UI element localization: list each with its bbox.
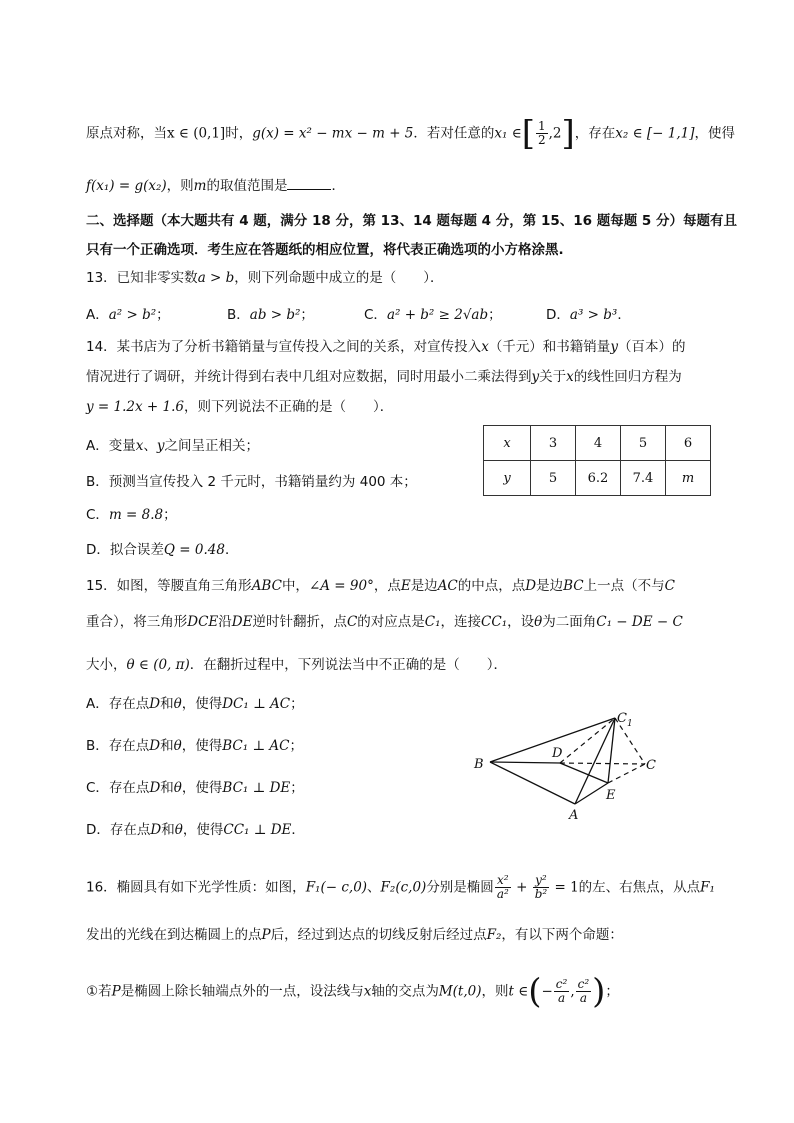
section-heading-2: 只有一个正确选项．考生应在答题纸的相应位置，将代表正确选项的小方格涂黑. (86, 242, 564, 258)
math: x (363, 983, 372, 1000)
text: 的线性回归方程为 (573, 369, 682, 385)
math: ∠A = 90° (308, 578, 374, 594)
table-cell: 4 (576, 426, 621, 461)
q15-option-a (86, 694, 304, 714)
text: 、 (367, 879, 381, 896)
math: ABC (251, 578, 282, 594)
text: ，连接 (440, 614, 482, 630)
numerator: y² (533, 874, 550, 888)
text: ，有以下两个命题： (501, 927, 623, 943)
math: x (135, 438, 144, 454)
numerator: x² (495, 874, 511, 888)
label-C: C (646, 758, 656, 773)
math: x (481, 339, 489, 355)
math: θ (173, 696, 182, 712)
label: D． (546, 307, 570, 323)
text: ，则 (481, 983, 509, 1000)
math: + (511, 879, 532, 896)
label-A: A (569, 808, 579, 823)
q14-line1 (86, 337, 685, 357)
text: ； (488, 307, 502, 323)
text: 重合），将三角形 (86, 614, 188, 630)
text: C． (86, 507, 109, 523)
q15-line1 (86, 576, 675, 596)
bracket: [ (521, 113, 535, 154)
bracket: ] (561, 113, 575, 154)
q14-line2 (86, 367, 682, 387)
text: 存在点 (108, 780, 150, 796)
math: C₁ − DE − C (596, 614, 683, 630)
label-D: D (552, 746, 563, 761)
math: θ (173, 738, 182, 754)
text: ．在翻折过程中，下列说法当中不正确的是（ ）． (189, 657, 508, 673)
table-cell: 6.2 (576, 461, 621, 496)
label-E: E (606, 788, 616, 803)
table-cell: 3 (531, 426, 576, 461)
text: 和 (161, 822, 175, 838)
edge-C1E (608, 718, 615, 783)
text: 的对应点是 (357, 614, 425, 630)
q15-line2 (86, 612, 683, 632)
denominator: 2 (537, 133, 546, 147)
text: 存在点 (108, 738, 150, 754)
q15-option-d (86, 820, 305, 840)
text: 的取值范围是 (206, 178, 288, 194)
q15-option-b (86, 736, 303, 756)
bracket: ( (528, 971, 542, 1012)
math: x₁ ∈ (494, 125, 522, 142)
math: a² > b² (108, 307, 157, 323)
text: ，则下列命题中成立的是（ ）． (234, 270, 444, 286)
q13-option-c (364, 305, 502, 325)
label-C1-main: C (617, 711, 627, 726)
math: ,2 (548, 125, 562, 142)
text: 是边 (410, 578, 438, 594)
fraction (554, 978, 570, 1005)
text: ，则下列说法不正确的是（ ）． (183, 399, 394, 415)
text: ，点 (373, 578, 401, 594)
text: （千元）和书籍销量 (488, 339, 611, 355)
text: A．变量 (86, 438, 136, 454)
edge-EC-dashed (608, 764, 645, 783)
text: ，使得 (181, 738, 223, 754)
math: θ (173, 780, 182, 796)
q16-line3 (86, 971, 619, 1012)
text: 15．如图，等腰直角三角形 (86, 578, 252, 594)
math: P (261, 927, 271, 943)
table-cell: 5 (621, 426, 666, 461)
math: F₁ (700, 879, 715, 896)
math: f(x₁) = g(x₂) (86, 178, 167, 194)
text: 轴的交点为 (371, 983, 439, 1000)
math: − (541, 983, 553, 1000)
math: BC (563, 578, 584, 594)
q13-stem (86, 268, 444, 288)
text: 是椭圆上除长轴端点外的一点，设法线与 (120, 983, 364, 1000)
text: 大小， (86, 657, 127, 673)
math: a³ > b³ (569, 307, 618, 323)
text: 的左、右焦点，从点 (578, 879, 701, 896)
text: ． (291, 822, 305, 838)
table-cell: 6 (666, 426, 711, 461)
text: 发出的光线在到达椭圆上的点 (86, 927, 262, 943)
text: 原点对称，当 (86, 125, 167, 142)
text: ，存在 (574, 125, 616, 142)
text: ． (617, 307, 631, 323)
fraction (536, 120, 548, 147)
fraction (495, 874, 511, 901)
table-cell: 7.4 (621, 461, 666, 496)
math: DC₁ ⊥ AC (222, 696, 291, 712)
math: θ (174, 822, 183, 838)
text: ； (289, 738, 304, 754)
numerator: c² (555, 977, 568, 991)
math: t ∈ (508, 983, 529, 1000)
math: C (346, 614, 358, 630)
math: BC₁ ⊥ AC (222, 738, 290, 754)
text: 中， (281, 578, 309, 594)
math: a² + b² ≥ 2√ab (386, 307, 489, 323)
math: x (566, 369, 574, 385)
denominator: a² (496, 887, 509, 901)
table-row (484, 426, 711, 461)
text: 和 (160, 738, 174, 754)
answer-blank (287, 175, 331, 190)
math: CC₁ ⊥ DE (223, 822, 292, 838)
math: y (610, 339, 618, 355)
label: D． (86, 822, 110, 838)
edge-DE (560, 763, 608, 783)
math: = 1 (550, 879, 579, 896)
denominator: b² (534, 887, 548, 901)
text: 上一点（不与 (583, 578, 665, 594)
text: ，使得 (182, 822, 224, 838)
math: y (156, 438, 165, 454)
label: B． (86, 738, 109, 754)
bracket: ) (592, 971, 606, 1012)
math: Q = 0.48 (163, 542, 225, 558)
label: B． (227, 307, 250, 323)
q13-option-a (86, 305, 170, 325)
math: x₂ ∈ [− 1,1] (615, 125, 695, 142)
math: m = 8.8 (108, 507, 164, 523)
text: 存在点 (108, 696, 150, 712)
text: 为二面角 (542, 614, 597, 630)
text: ．若对任意的 (413, 125, 495, 142)
text: 情况进行了调研，并统计得到右表中几组对应数据，同时用最小二乘法得到 (86, 369, 532, 385)
q14-option-a (86, 436, 259, 456)
text: ，则 (166, 178, 194, 194)
edge-BD (490, 762, 560, 763)
math: x ∈ (0,1] (167, 125, 226, 142)
math: m (193, 178, 207, 194)
text: D．拟合误差 (86, 542, 164, 558)
math: g(x) = x² − mx − m + 5 (252, 125, 414, 142)
text: ； (156, 307, 170, 323)
text: ，使得 (694, 125, 735, 142)
text: 和 (160, 696, 174, 712)
q14-option-d (86, 540, 238, 560)
q16-line1 (86, 874, 715, 901)
numerator: 1 (537, 119, 546, 133)
text: 和 (160, 780, 174, 796)
q16-line2 (86, 925, 623, 945)
q15-option-c (86, 778, 304, 798)
geometry-figure (460, 700, 700, 830)
q14-line3 (86, 397, 393, 417)
math: F₂ (486, 927, 502, 943)
math: D (525, 578, 537, 594)
text: ，使得 (181, 696, 223, 712)
q13-option-b (227, 305, 314, 325)
edge-DC1-dashed (560, 718, 615, 763)
math: F₂(c,0) (380, 879, 427, 896)
p2-line (86, 175, 345, 196)
math: θ ∈ (0, π) (126, 657, 190, 673)
text: ； (300, 307, 314, 323)
q15-line3 (86, 655, 507, 675)
table-cell: m (666, 461, 711, 496)
text: 14．某书店为了分析书籍销量与宣传投入之间的关系，对宣传投入 (86, 339, 482, 355)
fraction (533, 874, 550, 901)
math: a > b (197, 270, 235, 286)
text: 后，经过到达点的切线反射后经过点 (270, 927, 487, 943)
math: DE (231, 614, 253, 630)
label: A． (86, 307, 109, 323)
text: ； (605, 983, 619, 1000)
math: F₁(− c,0) (305, 879, 368, 896)
math: C (664, 578, 675, 594)
math: D (149, 780, 161, 796)
section-heading: 二、选择题（本大题共有 4 题，满分 18 分，第 13、14 题每题 4 分，第 15、16 题每题 5 分）每题有且 (86, 213, 738, 229)
text: 、 (143, 438, 157, 454)
math: y (531, 369, 540, 385)
q14-option-c (86, 505, 177, 525)
text: 13．已知非零实数 (86, 270, 198, 286)
label-C1-sub: 1 (626, 719, 633, 729)
text: 是边 (536, 578, 564, 594)
text: 16．椭圆具有如下光学性质：如图， (86, 879, 306, 896)
edge-BA (490, 762, 575, 804)
edge-DC-dashed (560, 763, 645, 764)
table-cell: x (484, 426, 531, 461)
math: AC (437, 578, 458, 594)
math: D (149, 696, 161, 712)
text: 的中点，点 (457, 578, 526, 594)
table-cell: 5 (531, 461, 576, 496)
text: ； (290, 696, 304, 712)
math: DCE (187, 614, 219, 630)
text: 沿 (218, 614, 232, 630)
fraction (576, 978, 592, 1005)
numerator: c² (577, 977, 590, 991)
label: A． (86, 696, 109, 712)
text: ，设 (507, 614, 535, 630)
math: E (400, 578, 411, 594)
label: C． (86, 780, 109, 796)
label: C． (364, 307, 387, 323)
math: D (150, 822, 162, 838)
math: θ (534, 614, 543, 630)
text: ． (331, 178, 345, 194)
text: 之间呈正相关； (164, 438, 260, 454)
text: ； (163, 507, 177, 523)
table-row (484, 461, 711, 496)
math: D (149, 738, 161, 754)
denominator: a (557, 991, 566, 1005)
math: CC₁ (481, 614, 508, 630)
math: P (111, 983, 121, 1000)
math: y = 1.2x + 1.6 (86, 399, 184, 415)
label-B: B (474, 757, 484, 772)
text: 关于 (539, 369, 567, 385)
math: M(t,0) (438, 983, 482, 1000)
math: ab > b² (249, 307, 301, 323)
math: C₁ (424, 614, 441, 630)
text: 存在点 (109, 822, 151, 838)
text: 分别是椭圆 (426, 879, 494, 896)
text: ，使得 (181, 780, 223, 796)
text: ． (224, 542, 239, 558)
denominator: a (579, 991, 587, 1005)
p1-line (86, 113, 735, 154)
q14-option-b: B．预测当宣传投入 2 千元时，书籍销量约为 400 本； (86, 474, 417, 490)
label-C1 (617, 711, 633, 729)
text: ①若 (86, 983, 112, 1000)
table-cell: y (484, 461, 531, 496)
text: （百本）的 (617, 339, 686, 355)
data-table (483, 425, 711, 496)
text: ； (290, 780, 304, 796)
text: 时， (225, 125, 253, 142)
math: BC₁ ⊥ DE (222, 780, 291, 796)
text: 逆时针翻折，点 (252, 614, 347, 630)
math: , (570, 983, 575, 1000)
q13-option-d (546, 305, 631, 325)
